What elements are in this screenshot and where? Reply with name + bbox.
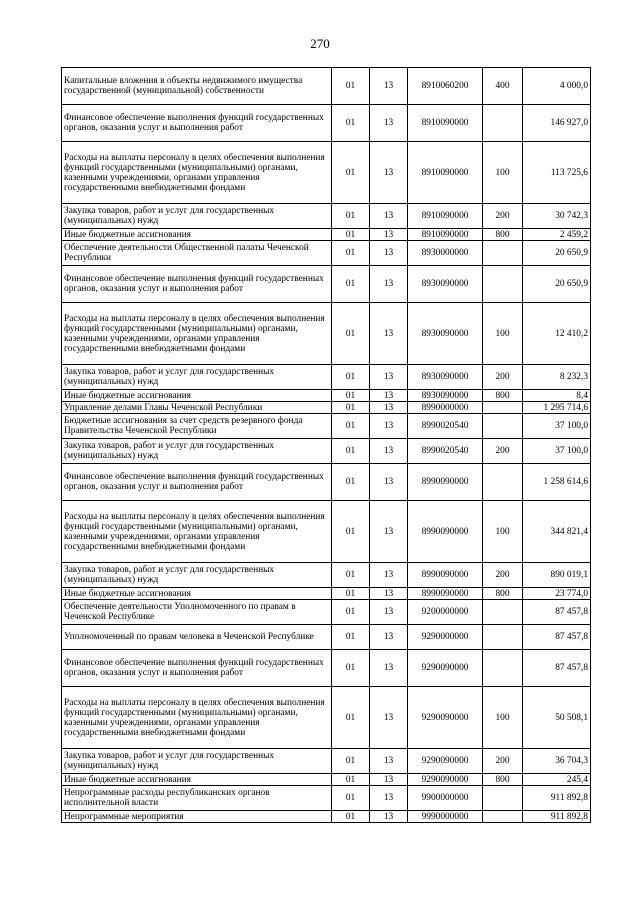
subsection-code-cell: 13 [370,563,408,588]
table-row [62,625,591,650]
amount-cell: 911 892,8 [523,811,591,823]
section-code-cell: 01 [332,229,370,241]
expense-name-cell: Капитальные вложения в объекты недвижимого имущества государственной (муниципальной) собственности [62,68,332,105]
amount-cell: 911 892,8 [523,786,591,811]
expense-name-cell: Иные бюджетные ассигнования [62,390,332,402]
table-row [62,774,591,786]
target-article-cell: 8910090000 [408,204,483,229]
section-code-cell: 01 [332,786,370,811]
target-article-cell: 9290090000 [408,650,483,687]
expense-type-cell [483,600,523,625]
expense-type-cell: 400 [483,68,523,105]
amount-cell: 1 295 714,6 [523,402,591,414]
budget-table-body [62,68,591,823]
table-row [62,266,591,303]
expense-name-cell: Финансовое обеспечение выполнения функций государственных органов, оказания услуг и выполнения работ [62,650,332,687]
expense-name-cell: Уполномоченный по правам человека в Чеченской Республике [62,625,332,650]
expense-type-cell: 800 [483,229,523,241]
amount-cell: 8 232,3 [523,365,591,390]
subsection-code-cell: 13 [370,650,408,687]
target-article-cell: 9290090000 [408,687,483,749]
target-article-cell: 8990020540 [408,439,483,464]
section-code-cell: 01 [332,811,370,823]
table-row [62,811,591,823]
amount-cell: 1 258 614,6 [523,464,591,501]
expense-type-cell: 100 [483,687,523,749]
target-article-cell: 8990090000 [408,563,483,588]
expense-name-cell: Финансовое обеспечение выполнения функций государственных органов, оказания услуг и выполнения работ [62,266,332,303]
subsection-code-cell: 13 [370,625,408,650]
amount-cell: 36 704,3 [523,749,591,774]
expense-name-cell: Иные бюджетные ассигнования [62,774,332,786]
amount-cell: 37 100,0 [523,414,591,439]
section-code-cell: 01 [332,142,370,204]
expense-type-cell: 100 [483,501,523,563]
amount-cell: 87 457,8 [523,650,591,687]
amount-cell: 890 019,1 [523,563,591,588]
amount-cell: 87 457,8 [523,600,591,625]
expense-type-cell: 200 [483,439,523,464]
subsection-code-cell: 13 [370,811,408,823]
table-row [62,501,591,563]
table-row [62,588,591,600]
target-article-cell: 9200000000 [408,600,483,625]
table-row [62,390,591,402]
table-row [62,402,591,414]
table-row [62,204,591,229]
subsection-code-cell: 13 [370,365,408,390]
expense-name-cell: Закупка товаров, работ и услуг для государственных (муниципальных) нужд [62,749,332,774]
target-article-cell: 8930090000 [408,390,483,402]
section-code-cell: 01 [332,303,370,365]
amount-cell: 146 927,0 [523,105,591,142]
target-article-cell: 8910090000 [408,229,483,241]
expense-name-cell: Бюджетные ассигнования за счет средств резервного фонда Правительства Чеченской Республики [62,414,332,439]
target-article-cell: 8930000000 [408,241,483,266]
target-article-cell: 9290090000 [408,749,483,774]
amount-cell: 37 100,0 [523,439,591,464]
expense-type-cell [483,464,523,501]
target-article-cell: 9990000000 [408,811,483,823]
table-row [62,365,591,390]
amount-cell: 23 774,0 [523,588,591,600]
table-row [62,68,591,105]
expense-name-cell: Непрограммные расходы республиканских органов исполнительной власти [62,786,332,811]
target-article-cell: 8990090000 [408,588,483,600]
table-row [62,229,591,241]
expense-type-cell: 800 [483,588,523,600]
section-code-cell: 01 [332,650,370,687]
table-row [62,600,591,625]
target-article-cell: 8990020540 [408,414,483,439]
subsection-code-cell: 13 [370,142,408,204]
section-code-cell: 01 [332,414,370,439]
expense-name-cell: Управление делами Главы Чеченской Республики [62,402,332,414]
subsection-code-cell: 13 [370,68,408,105]
section-code-cell: 01 [332,588,370,600]
expense-name-cell: Закупка товаров, работ и услуг для государственных (муниципальных) нужд [62,204,332,229]
subsection-code-cell: 13 [370,501,408,563]
section-code-cell: 01 [332,390,370,402]
subsection-code-cell: 13 [370,414,408,439]
subsection-code-cell: 13 [370,774,408,786]
section-code-cell: 01 [332,204,370,229]
target-article-cell: 9900000000 [408,786,483,811]
subsection-code-cell: 13 [370,303,408,365]
amount-cell: 30 742,3 [523,204,591,229]
subsection-code-cell: 13 [370,402,408,414]
budget-table [61,67,591,823]
expense-type-cell [483,650,523,687]
subsection-code-cell: 13 [370,687,408,749]
subsection-code-cell: 13 [370,588,408,600]
table-row [62,687,591,749]
expense-name-cell: Закупка товаров, работ и услуг для государственных (муниципальных) нужд [62,563,332,588]
amount-cell: 8,4 [523,390,591,402]
section-code-cell: 01 [332,687,370,749]
section-code-cell: 01 [332,600,370,625]
amount-cell: 20 650,9 [523,241,591,266]
expense-type-cell: 200 [483,204,523,229]
amount-cell: 12 410,2 [523,303,591,365]
expense-name-cell: Расходы на выплаты персоналу в целях обеспечения выполнения функций государственными (муниципальными) органами, казенными учреждениями, органами управления государственными внебюджетными фондами [62,501,332,563]
table-row [62,241,591,266]
expense-name-cell: Обеспечение деятельности Уполномоченного по правам в Чеченской Республике [62,600,332,625]
expense-type-cell [483,241,523,266]
target-article-cell: 8930090000 [408,365,483,390]
target-article-cell: 8910090000 [408,105,483,142]
section-code-cell: 01 [332,625,370,650]
subsection-code-cell: 13 [370,749,408,774]
section-code-cell: 01 [332,402,370,414]
expense-name-cell: Иные бюджетные ассигнования [62,229,332,241]
amount-cell: 245,4 [523,774,591,786]
section-code-cell: 01 [332,749,370,774]
table-row [62,142,591,204]
table-row [62,464,591,501]
amount-cell: 2 459,2 [523,229,591,241]
section-code-cell: 01 [332,266,370,303]
subsection-code-cell: 13 [370,600,408,625]
expense-name-cell: Иные бюджетные ассигнования [62,588,332,600]
table-row [62,105,591,142]
table-row [62,414,591,439]
section-code-cell: 01 [332,68,370,105]
subsection-code-cell: 13 [370,229,408,241]
section-code-cell: 01 [332,774,370,786]
table-row [62,786,591,811]
expense-name-cell: Обеспечение деятельности Общественной палаты Чеченской Республики [62,241,332,266]
expense-type-cell [483,625,523,650]
subsection-code-cell: 13 [370,786,408,811]
expense-type-cell [483,811,523,823]
expense-type-cell [483,266,523,303]
expense-type-cell: 200 [483,365,523,390]
expense-type-cell [483,414,523,439]
subsection-code-cell: 13 [370,266,408,303]
amount-cell: 87 457,8 [523,625,591,650]
expense-type-cell: 200 [483,563,523,588]
section-code-cell: 01 [332,501,370,563]
subsection-code-cell: 13 [370,464,408,501]
expense-name-cell: Расходы на выплаты персоналу в целях обеспечения выполнения функций государственными (муниципальными) органами, казенными учреждениями, органами управления государственными внебюджетными фондами [62,687,332,749]
target-article-cell: 9290090000 [408,774,483,786]
table-row [62,650,591,687]
section-code-cell: 01 [332,439,370,464]
section-code-cell: 01 [332,105,370,142]
table-row [62,303,591,365]
expense-type-cell: 200 [483,749,523,774]
target-article-cell: 8930090000 [408,266,483,303]
expense-type-cell [483,786,523,811]
target-article-cell: 8990090000 [408,501,483,563]
target-article-cell: 9290000000 [408,625,483,650]
amount-cell: 50 508,1 [523,687,591,749]
target-article-cell: 8930090000 [408,303,483,365]
target-article-cell: 8990090000 [408,464,483,501]
section-code-cell: 01 [332,241,370,266]
target-article-cell: 8910090000 [408,142,483,204]
amount-cell: 113 725,6 [523,142,591,204]
section-code-cell: 01 [332,563,370,588]
subsection-code-cell: 13 [370,105,408,142]
subsection-code-cell: 13 [370,204,408,229]
expense-name-cell: Финансовое обеспечение выполнения функций государственных органов, оказания услуг и выполнения работ [62,105,332,142]
expense-type-cell: 100 [483,303,523,365]
amount-cell: 4 000,0 [523,68,591,105]
expense-name-cell: Расходы на выплаты персоналу в целях обеспечения выполнения функций государственными (муниципальными) органами, казенными учреждениями, органами управления государственными внебюджетными фондами [62,303,332,365]
table-row [62,563,591,588]
table-row [62,749,591,774]
amount-cell: 20 650,9 [523,266,591,303]
expense-name-cell: Финансовое обеспечение выполнения функций государственных органов, оказания услуг и выполнения работ [62,464,332,501]
section-code-cell: 01 [332,365,370,390]
expense-name-cell: Непрограммные мероприятия [62,811,332,823]
target-article-cell: 8990000000 [408,402,483,414]
expense-type-cell [483,105,523,142]
subsection-code-cell: 13 [370,390,408,402]
expense-name-cell: Расходы на выплаты персоналу в целях обеспечения выполнения функций государственными (муниципальными) органами, казенными учреждениями, органами управления государственными внебюджетными фондами [62,142,332,204]
expense-name-cell: Закупка товаров, работ и услуг для государственных (муниципальных) нужд [62,439,332,464]
section-code-cell: 01 [332,464,370,501]
expense-type-cell: 800 [483,774,523,786]
subsection-code-cell: 13 [370,241,408,266]
expense-type-cell: 800 [483,390,523,402]
expense-type-cell: 100 [483,142,523,204]
table-row [62,439,591,464]
expense-type-cell [483,402,523,414]
subsection-code-cell: 13 [370,439,408,464]
target-article-cell: 8910060200 [408,68,483,105]
page-number: 270 [310,36,330,51]
expense-name-cell: Закупка товаров, работ и услуг для государственных (муниципальных) нужд [62,365,332,390]
amount-cell: 344 821,4 [523,501,591,563]
